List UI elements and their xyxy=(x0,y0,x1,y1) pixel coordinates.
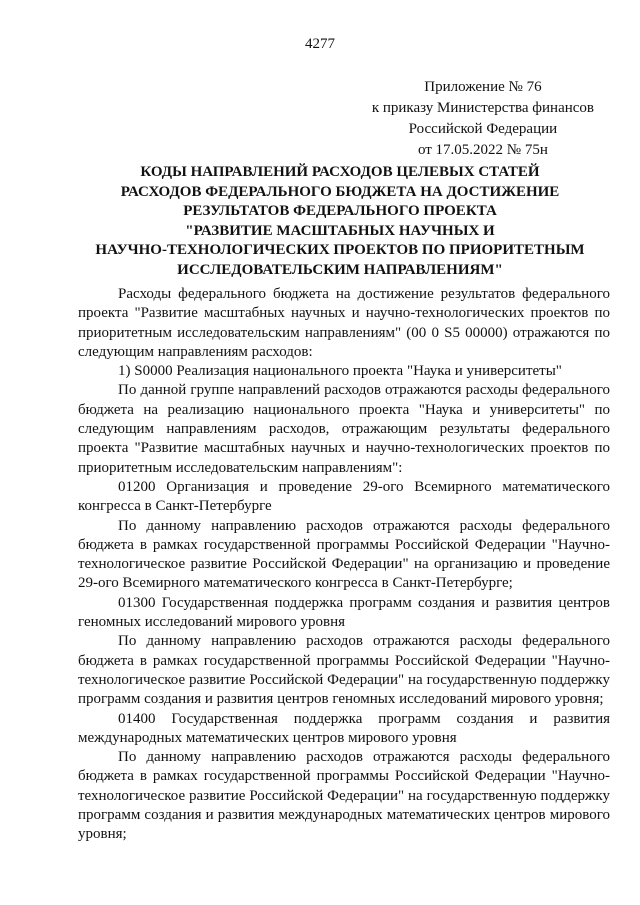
code-heading-01200: 01200 Организация и проведение 29-ого Всемирного математического конгресса в Санкт-Петербурге xyxy=(78,478,610,515)
code-description-01300: По данному направлению расходов отражаются расходы федерального бюджета в рамках государственной программы Российской Федерации "Научно-технологическое развитие Российской Федерации" на государственную поддержку программ создания и развития центров геномных исследований мирового уровня; xyxy=(78,633,610,708)
code-heading-01400: 01400 Государственная поддержка программ создания и развития международных математических центров мирового уровня xyxy=(78,710,610,746)
intro-paragraph: Расходы федерального бюджета на достижение результатов федерального проекта "Развитие масштабных научных и научно-технологических проектов по приоритетным исследовательским направлениям" (00 0 S5 00000) отражаются по следующим направлениям расходов: xyxy=(78,286,610,360)
title-line: НАУЧНО-ТЕХНОЛОГИЧЕСКИХ ПРОЕКТОВ ПО ПРИОРИТЕТНЫМ xyxy=(95,242,585,258)
title-line: РЕЗУЛЬТАТОВ ФЕДЕРАЛЬНОГО ПРОЕКТА xyxy=(183,203,497,219)
code-heading-01300: 01300 Государственная поддержка программ создания и развития центров геномных исследований мирового уровня xyxy=(78,594,610,631)
title-line: КОДЫ НАПРАВЛЕНИЙ РАСХОДОВ ЦЕЛЕВЫХ СТАТЕЙ xyxy=(140,164,540,180)
appendix-order-ref: к приказу Министерства финансов xyxy=(371,100,594,116)
appendix-federation: Российской Федерации xyxy=(408,121,558,137)
code-description-01400: По данному направлению расходов отражаются расходы федерального бюджета в рамках государственной программы Российской Федерации "Научно-технологическое развитие Российской Федерации" на государственную поддержку программ создания и развития международных математических центров мирового уровня; xyxy=(78,749,610,843)
title-line: "РАЗВИТИЕ МАСШТАБНЫХ НАУЧНЫХ И xyxy=(185,222,495,239)
appendix-date: от 17.05.2022 № 75н xyxy=(417,142,548,158)
appendix-number: Приложение № 76 xyxy=(424,79,542,95)
document-body xyxy=(78,285,610,845)
title-line: РАСХОДОВ ФЕДЕРАЛЬНОГО БЮДЖЕТА НА ДОСТИЖЕНИЕ xyxy=(120,183,560,200)
page-number: 4277 xyxy=(305,36,335,52)
document-title xyxy=(70,163,610,280)
code-description-01200: По данному направлению расходов отражаются расходы федерального бюджета в рамках государственной программы Российской Федерации "Научно-технологическое развитие Российской Федерации" на организацию и проведение 29-ого Всемирного математического конгресса в Санкт-Петербурге; xyxy=(78,517,610,592)
appendix-reference xyxy=(372,77,594,161)
section-description: По данной группе направлений расходов отражаются расходы федерального бюджета на реализацию национального проекта "Наука и университеты" по следующим направлениям расходов, отражающим результаты федерального проекта "Развитие масштабных научных и научно-технологических проектов по приоритетным исследовательским направлениям": xyxy=(78,382,610,476)
section-heading-s0000: 1) S0000 Реализация национального проекта "Наука и университеты" xyxy=(118,363,562,380)
title-line: ИССЛЕДОВАТЕЛЬСКИМ НАПРАВЛЕНИЯМ" xyxy=(177,261,503,278)
